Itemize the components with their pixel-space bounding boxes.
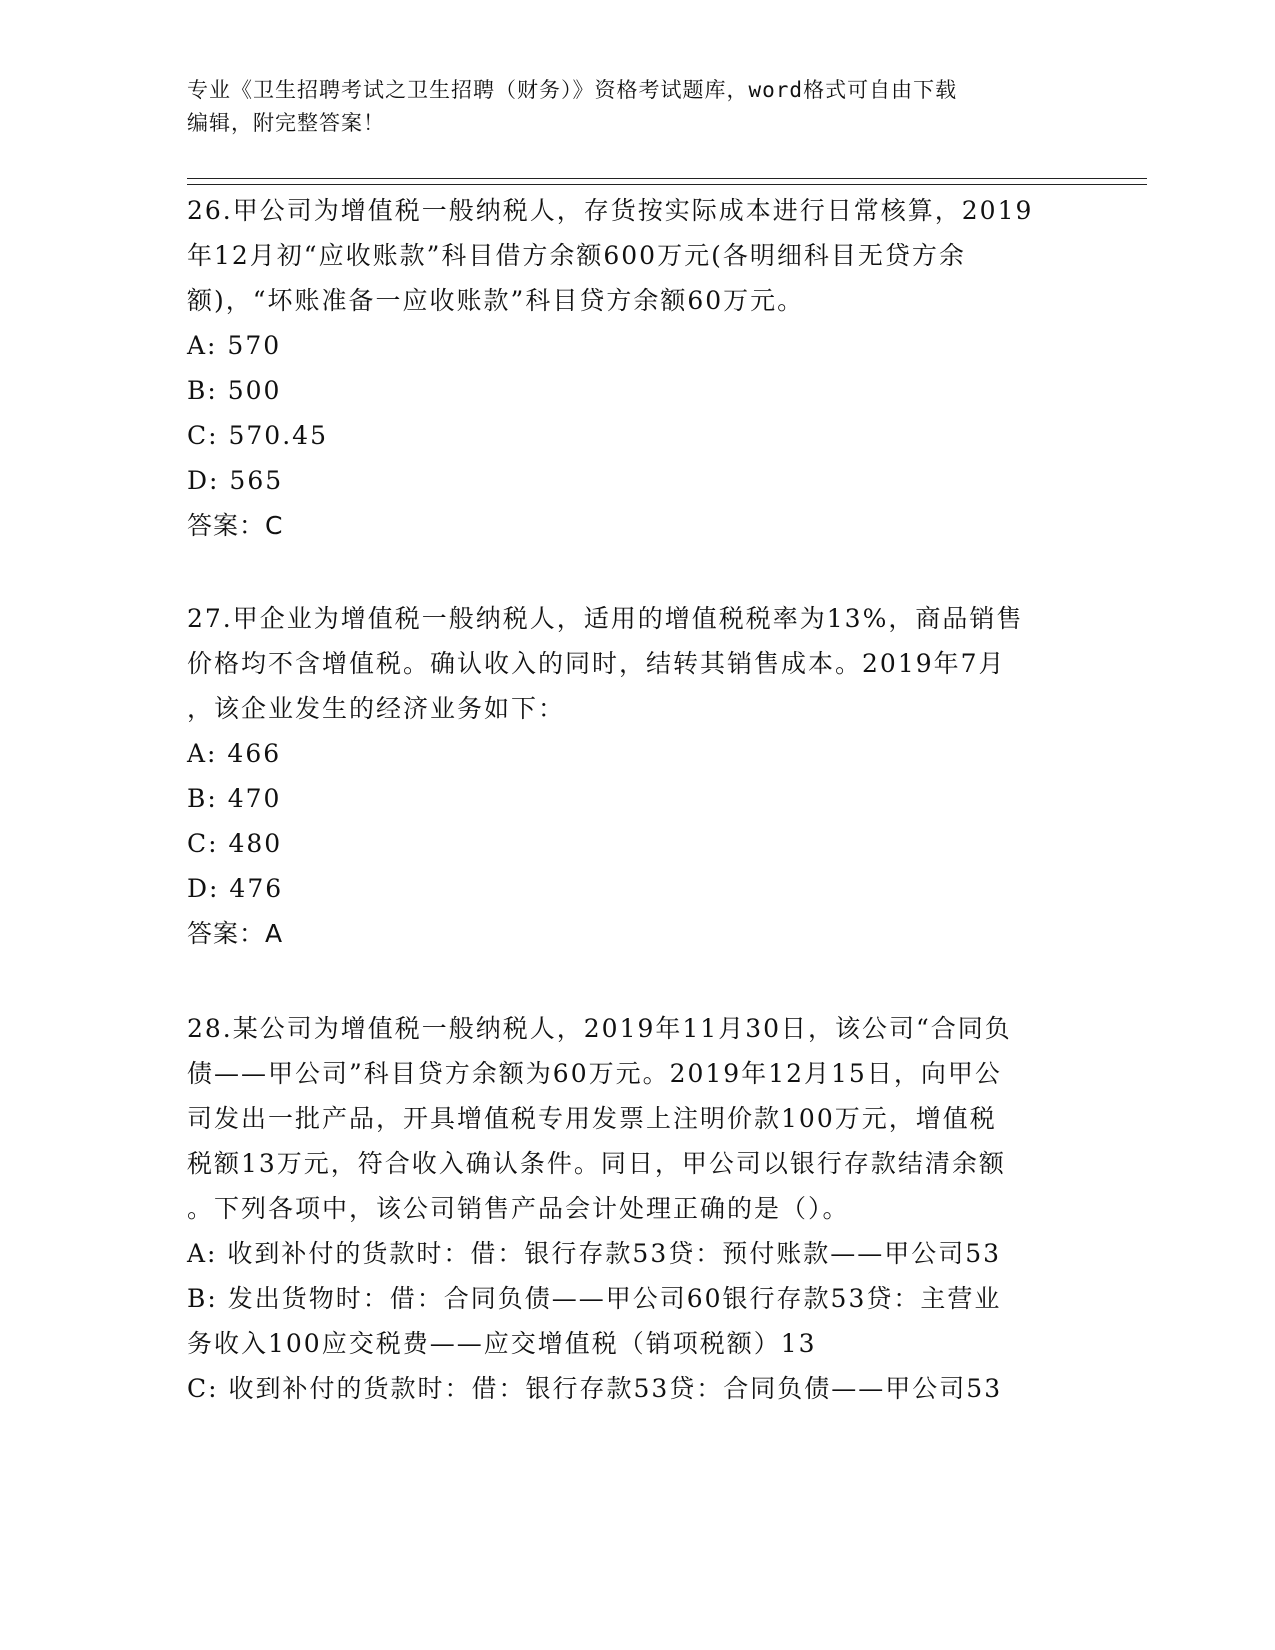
header-line: 专业《卫生招聘考试之卫生招聘（财务）》资格考试题库，word格式可自由下载 xyxy=(187,78,958,102)
option-b-continued: 务收入100应交税费——应交增值税（销项税额）13 xyxy=(187,1329,817,1358)
option-c: C: 480 xyxy=(187,829,283,858)
header-divider-top xyxy=(187,178,1147,179)
question-stem-line: 27.甲企业为增值税一般纳税人，适用的增值税税率为13%，商品销售 xyxy=(187,604,1024,633)
question-stem-line: ，该企业发生的经济业务如下： xyxy=(187,694,566,723)
question-stem-line: 26.甲公司为增值税一般纳税人，存货按实际成本进行日常核算，2019 xyxy=(187,196,1034,225)
question-stem-line: 司发出一批产品，开具增值税专用发票上注明价款100万元，增值税 xyxy=(187,1104,997,1133)
option-a: A: 466 xyxy=(187,739,282,768)
answer-line: 答案：A xyxy=(187,919,284,948)
option-b: B: 470 xyxy=(187,784,282,813)
question-27 xyxy=(187,596,1087,956)
option-a: A: 收到补付的货款时：借：银行存款53贷：预付账款——甲公司53 xyxy=(187,1239,1002,1268)
option-b: B: 发出货物时：借：合同负债——甲公司60银行存款53贷：主营业 xyxy=(187,1284,1002,1313)
header-divider-bottom xyxy=(187,184,1147,185)
question-stem-line: 债——甲公司”科目贷方余额为60万元。2019年12月15日，向甲公 xyxy=(187,1059,1002,1088)
question-26 xyxy=(187,188,1087,548)
option-d: D: 476 xyxy=(187,874,284,903)
option-d: D: 565 xyxy=(187,466,284,495)
option-b: B: 500 xyxy=(187,376,282,405)
question-stem-line: 额)，“坏账准备一应收账款”科目贷方余额60万元。 xyxy=(187,286,805,315)
answer-line: 答案：C xyxy=(187,511,284,540)
question-28 xyxy=(187,1006,1087,1411)
question-stem-line: 年12月初“应收账款”科目借方余额600万元(各明细科目无贷方余 xyxy=(187,241,966,270)
option-c: C: 570.45 xyxy=(187,421,328,450)
option-c: C: 收到补付的货款时：借：银行存款53贷：合同负债——甲公司53 xyxy=(187,1374,1003,1403)
question-stem-line: 价格均不含增值税。确认收入的同时，结转其销售成本。2019年7月 xyxy=(187,649,1006,678)
question-stem-line: 。下列各项中，该公司销售产品会计处理正确的是（）。 xyxy=(187,1194,850,1223)
document-header xyxy=(187,74,1067,140)
question-stem-line: 税额13万元，符合收入确认条件。同日，甲公司以银行存款结清余额 xyxy=(187,1149,1006,1178)
header-line: 编辑，附完整答案！ xyxy=(187,111,385,135)
option-a: A: 570 xyxy=(187,331,282,360)
question-stem-line: 28.某公司为增值税一般纳税人，2019年11月30日，该公司“合同负 xyxy=(187,1014,1012,1043)
